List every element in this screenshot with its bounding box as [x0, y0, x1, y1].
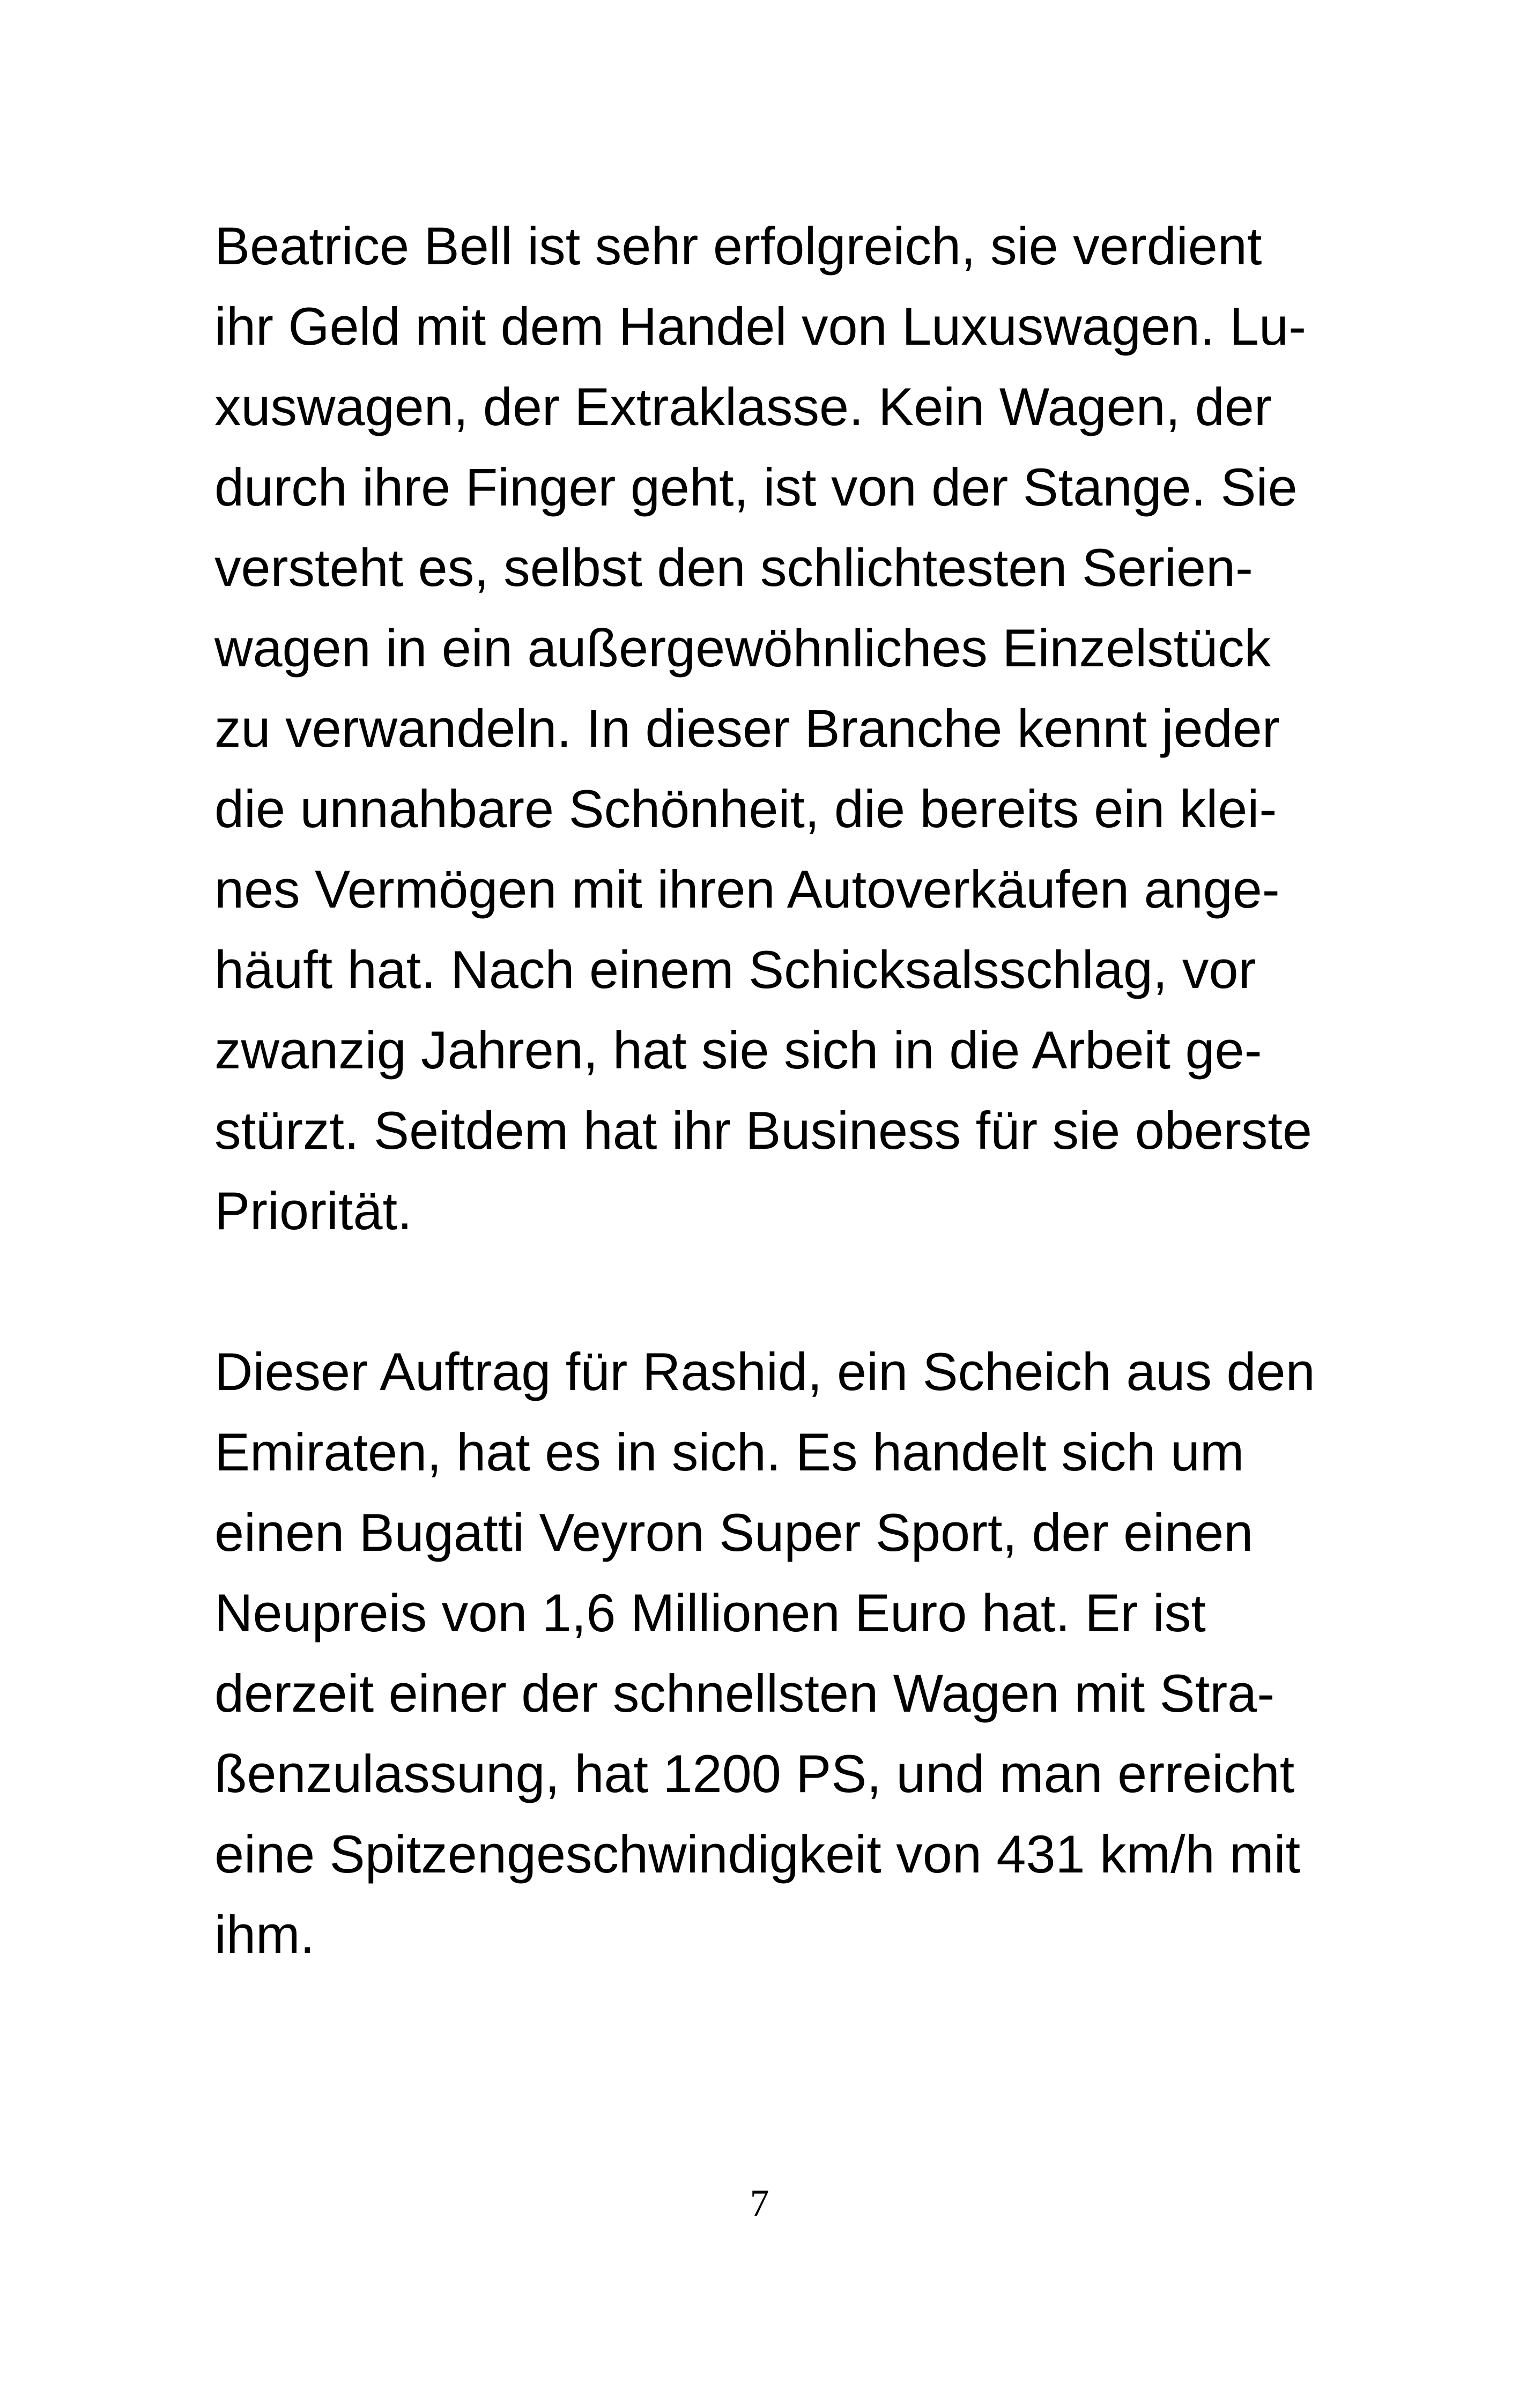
text-line: nes Vermögen mit ihren Autoverkäufen ange-: [214, 859, 1280, 919]
text-line: Beatrice Bell ist sehr erfolgreich, sie verdient: [214, 216, 1262, 276]
text-line: Emiraten, hat es in sich. Es handelt sich um: [214, 1422, 1244, 1482]
text-line: zu verwandeln. In dieser Branche kennt jeder: [214, 698, 1280, 758]
text-line: ßenzulassung, hat 1200 PS, und man erreicht: [214, 1744, 1295, 1803]
text-line: eine Spitzengeschwindigkeit von 431 km/h mit: [214, 1824, 1301, 1884]
text-line: häuft hat. Nach einem Schicksalsschlag, vor: [214, 940, 1256, 999]
text-line: derzeit einer der schnellsten Wagen mit Stra-: [214, 1663, 1275, 1723]
text-line: versteht es, selbst den schlichtesten Serien-: [214, 538, 1253, 597]
text-line: stürzt. Seitdem hat ihr Business für sie oberste: [214, 1101, 1312, 1160]
paragraph-2: [214, 1332, 1330, 1975]
text-line: einen Bugatti Veyron Super Sport, der einen: [214, 1503, 1254, 1562]
text-line: ihm.: [214, 1905, 315, 1964]
text-line: Priorität.: [214, 1181, 412, 1240]
text-line: die unnahbare Schönheit, die bereits ein klei-: [214, 779, 1277, 838]
page-number: 7: [750, 2182, 769, 2225]
text-line: durch ihre Finger geht, ist von der Stange. Sie: [214, 457, 1298, 517]
text-line: Dieser Auftrag für Rashid, ein Scheich aus den: [214, 1342, 1315, 1401]
paragraph-1: [214, 206, 1330, 1251]
text-line: xuswagen, der Extraklasse. Kein Wagen, der: [214, 377, 1272, 436]
text-line: zwanzig Jahren, hat sie sich in die Arbeit ge-: [214, 1020, 1262, 1080]
text-line: ihr Geld mit dem Handel von Luxuswagen. Lu-: [214, 296, 1307, 356]
text-line: wagen in ein außergewöhnliches Einzelstück: [214, 618, 1271, 678]
text-line: Neupreis von 1,6 Millionen Euro hat. Er ist: [214, 1583, 1206, 1643]
